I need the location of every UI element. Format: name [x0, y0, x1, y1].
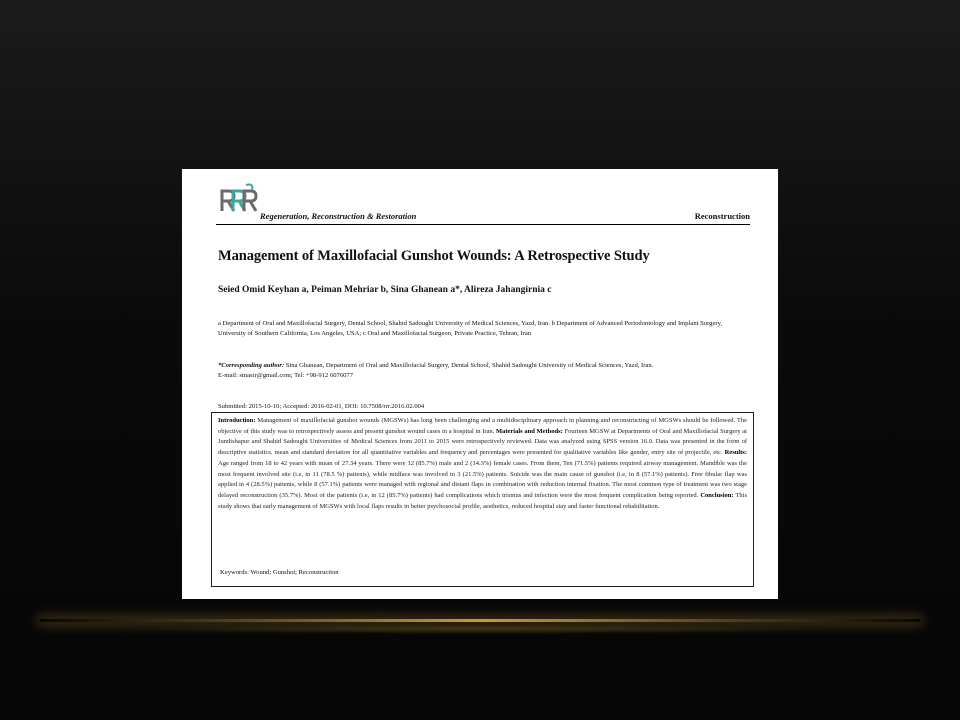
submission-dates: Submitted: 2015-10-10; Accepted: 2016-02-01, DOI: 10.7508/rrr.2016.02.004: [218, 403, 425, 410]
results-label: Results:: [724, 449, 747, 457]
decorative-gold-divider: [40, 619, 920, 622]
header-rule: [216, 224, 750, 225]
methods-text: Fourteen MGSW at Departments of Oral and Maxillofacial Surgery at Jundishapur and Shahid Sadoughi Universities of Medical Sciences from 2011 to 2015 were retrospectively reviewed. Data was analyzed using SPSS version 16.0. Data was presented in the form of descriptive statistics. mean and standard deviation for all quantitative variables and frequency and percentages were presented for qualitative variables like gender, entry site of projectile, etc.: [218, 427, 747, 457]
contact-info: E-mail: stnasir@gmail.com; Tel: +98-912 6076077: [218, 372, 354, 379]
intro-label: Introduction:: [218, 417, 256, 424]
paper-page-image: [182, 169, 778, 599]
conclusion-label: Conclusion:: [700, 491, 734, 499]
journal-name: Regeneration, Reconstruction & Restoration: [260, 211, 417, 221]
conclusion-text: This study shows that early management of MGSWs with local flaps results in better psychosocial profile, aesthetics, reduced hospital stay and faster functional rehabilitation.: [218, 491, 747, 510]
corresponding-author: [218, 361, 748, 381]
author-list: Seied Omid Keyhan a, Peiman Mehriar b, Sina Ghanean a*, Alireza Jahangirnia c: [218, 285, 552, 295]
corresponding-details: Sina Ghanean, Department of Oral and Maxillofacial Surgery, Dental School, Shahid Sadoughi University of Medical Sciences, Yazd, Iran.: [285, 362, 654, 369]
affiliations: a Department of Oral and Maxillofacial Surgery, Dental School, Shahid Sadoughi University of Medical Sciences, Yazd, Iran. b Department of Advanced Periodontology and Implant Surgery, University of Southern California, Los Angeles, USA; c Oral and Maxillofacial Surgeon, Private Practice, Tehran, Iran: [218, 320, 723, 337]
corresponding-label: *Corresponding author:: [218, 362, 285, 369]
journal-logo-icon: [216, 181, 260, 221]
abstract-box: [211, 412, 754, 587]
abstract-text: [218, 416, 747, 512]
methods-label: Materials and Methods:: [495, 427, 563, 435]
decorative-glow: [120, 624, 840, 634]
keywords: Keywords: Wound; Gunshot; Reconstruction: [220, 569, 339, 576]
results-text: Age ranged from 18 to 42 years with mean of 27.34 years. There were 12 (85.7%) male and 2 (14.3%) female cases. From them, Ten (71.5%) patients required airway management. Mandible was the most frequent involved site (i.e, in 11 (78.5 %) patients), while midface was involved in 3 (21.5%) patients. Suicide was the main cause of gunshot (i.e, in 8 (57.1%) patients). Free fibular flap was applied in 4 (28.5%) patients, while 8 (57.1%) patients were managed with regional and distant flaps in combination with reduction internal fixation. The most common type of treatment was two stage delayed reconstruction (35.7%). Most of the patients (i.e, in 12 (85.7%) patients) had complications which trismus and infection were the most frequent complication being reported.: [218, 459, 747, 499]
section-label: Reconstruction: [694, 211, 750, 221]
intro-text: Management of maxillofacial gunshot wounds (MGSWs) has long been challenging and a multidisciplinary approach in planning and reconstructing of MGSWs should be followed. The objective of this study was to retrospectively assess and present gunshot wound cases in a hospital in Iran.: [218, 417, 747, 435]
article-title: Management of Maxillofacial Gunshot Wounds: A Retrospective Study: [218, 248, 650, 264]
